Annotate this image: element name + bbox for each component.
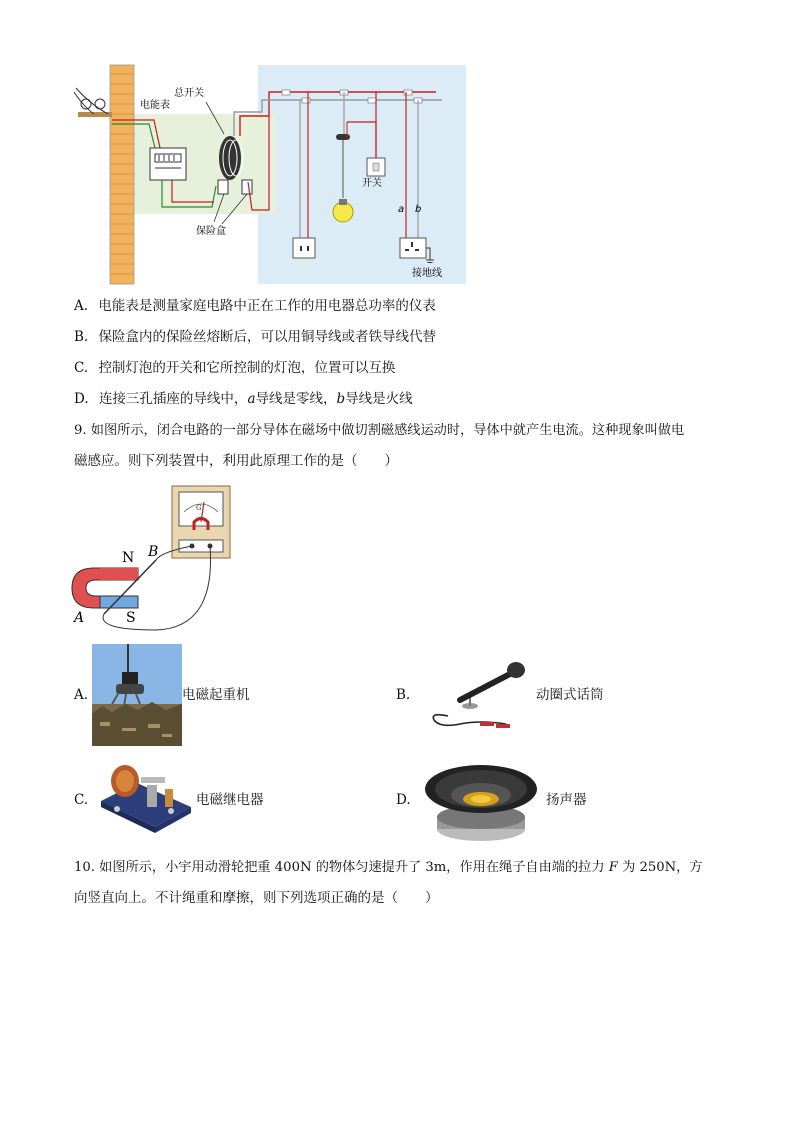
option-letter: B. xyxy=(74,329,89,345)
south-pole-label: S xyxy=(126,610,136,626)
q10-stem-line1 xyxy=(74,858,703,878)
north-pole-label: N xyxy=(122,550,135,566)
induction-figure xyxy=(66,482,246,632)
lamp-holder xyxy=(336,134,350,140)
galvanometer-g-label: G xyxy=(196,504,202,512)
fuse-box-label: 保险盒 xyxy=(196,226,226,237)
q8-option-c[interactable] xyxy=(74,358,395,378)
indoor-panel xyxy=(258,65,466,284)
q10-stem-part: 为 250N，方 xyxy=(617,860,703,875)
option-letter: D. xyxy=(74,391,89,407)
switch-label: 开关 xyxy=(362,178,382,189)
variable-f: F xyxy=(608,860,618,875)
crane-image xyxy=(92,644,182,746)
wiring-diagram xyxy=(64,62,474,287)
option-text-part: 导线是零线， xyxy=(255,391,337,407)
option-text: 控制灯泡的开关和它所控制的灯泡，位置可以互换 xyxy=(98,360,396,376)
fuse-box-1 xyxy=(218,180,228,194)
option-text: 电能表是测量家庭电路中正在工作的用电器总功率的仪表 xyxy=(98,298,436,314)
end-a-label: A xyxy=(74,610,85,626)
main-switch xyxy=(219,136,243,180)
q9-stem-line2: 磁感应。则下列装置中，利用此原理工作的是（ ） xyxy=(74,453,398,469)
q10-stem-line2: 向竖直向上。不计绳重和摩擦，则下列选项正确的是（ ） xyxy=(74,890,439,906)
variable-b: b xyxy=(336,391,346,407)
option-letter: A. xyxy=(74,298,89,314)
microphone-image xyxy=(420,656,534,738)
q9-option-c-letter[interactable]: C. xyxy=(74,792,89,808)
q8-option-d[interactable] xyxy=(74,389,413,409)
option-text: 保险盒内的保险丝熔断后，可以用铜导线或者铁导线代替 xyxy=(98,329,437,345)
wire-a-label: a xyxy=(398,204,405,215)
ground-wire-label: 接地线 xyxy=(412,268,442,279)
q9-option-d-letter[interactable]: D. xyxy=(396,792,411,808)
q9-option-a-text[interactable]: 电磁起重机 xyxy=(182,687,250,703)
insulators xyxy=(74,88,112,117)
q8-option-a[interactable] xyxy=(74,296,436,316)
q9-option-b-text[interactable]: 动圈式话筒 xyxy=(536,687,604,703)
q9-option-a-letter[interactable]: A. xyxy=(74,687,89,703)
option-text-part: 连接三孔插座的导线中， xyxy=(98,391,248,407)
q9-option-c-text[interactable]: 电磁继电器 xyxy=(196,792,264,808)
brick-wall xyxy=(110,65,134,284)
energy-meter xyxy=(150,148,186,180)
option-text-part: 导线是火线 xyxy=(345,391,413,407)
two-hole-socket xyxy=(293,238,315,258)
speaker-image xyxy=(420,755,542,843)
wire-b-label: b xyxy=(415,204,422,215)
q9-option-b-letter[interactable]: B. xyxy=(396,687,411,703)
q8-option-b[interactable] xyxy=(74,327,436,347)
variable-a: a xyxy=(247,391,256,407)
galvanometer xyxy=(172,486,230,558)
relay-image xyxy=(95,755,195,833)
q9-stem-line1: 9. 如图所示，闭合电路的一部分导体在磁场中做切割磁感线运动时，导体中就产生电流。这种现象叫做电 xyxy=(74,423,685,438)
meter-area xyxy=(126,114,276,214)
q10-stem-part: 10. 如图所示，小宇用动滑轮把重 400N 的物体匀速提升了 3m，作用在绳子自由端的拉力 xyxy=(74,860,609,875)
household-wiring-figure xyxy=(64,62,474,287)
end-b-label: B xyxy=(148,544,159,560)
main-switch-label: 总开关 xyxy=(174,88,204,99)
fuse-box-2 xyxy=(242,180,252,194)
three-hole-socket xyxy=(400,238,426,258)
meter-label: 电能表 xyxy=(140,100,170,111)
q9-option-d-text[interactable]: 扬声器 xyxy=(546,792,587,808)
option-letter: C. xyxy=(74,360,89,376)
induction-diagram xyxy=(66,482,246,632)
